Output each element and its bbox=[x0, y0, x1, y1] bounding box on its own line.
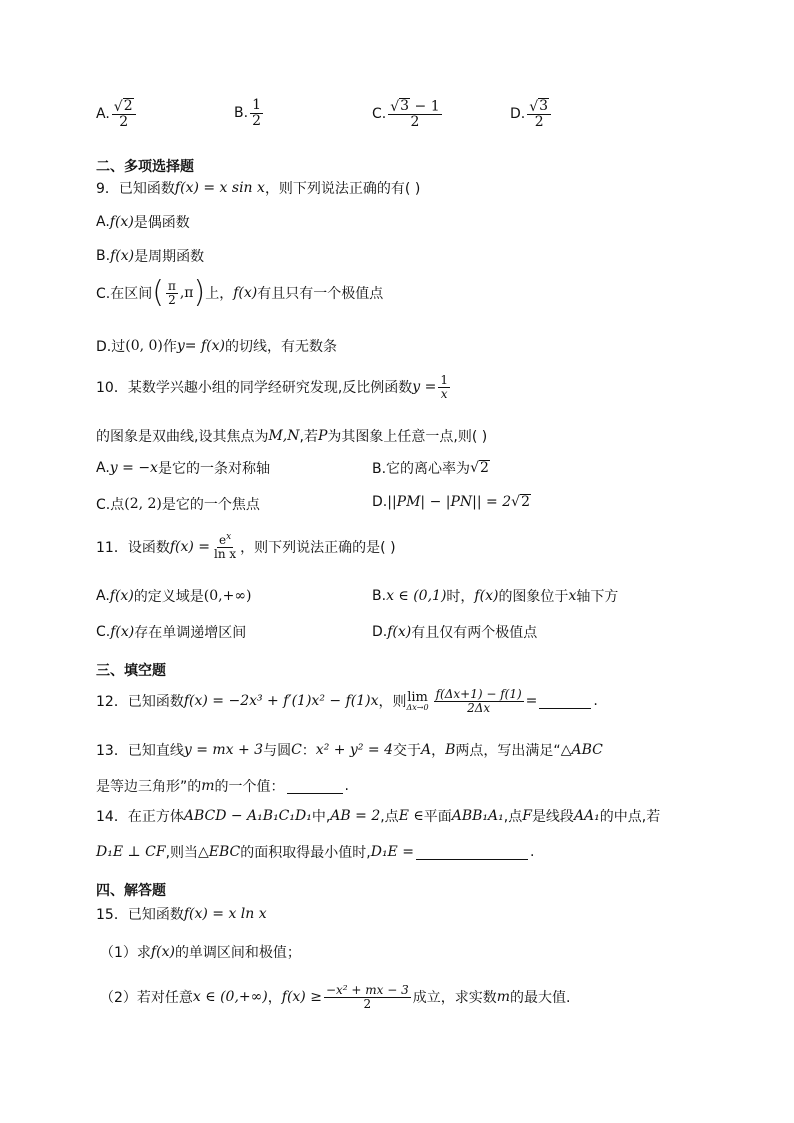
denominator: 2 bbox=[168, 292, 176, 307]
big-right-paren: ) bbox=[193, 275, 206, 310]
q10-option-c bbox=[96, 494, 260, 514]
period: . bbox=[529, 844, 535, 860]
radicand: 3 bbox=[400, 98, 410, 114]
math-expr: f(x) = bbox=[169, 539, 211, 556]
q10-lead: 10．某数学兴趣小组的同学经研究发现,反比例函数 bbox=[96, 380, 413, 397]
option-text: 有且仅有两个极值点 bbox=[411, 625, 538, 641]
option-text: 的切线，有无数条 bbox=[224, 339, 337, 355]
answer-blank[interactable] bbox=[416, 845, 528, 860]
option-text: 作 bbox=[162, 339, 177, 355]
radicand: 2 bbox=[479, 459, 489, 476]
option-text: 上， bbox=[205, 286, 234, 302]
text: ： bbox=[301, 743, 316, 759]
option-text: C.在区间 bbox=[96, 286, 153, 302]
math-expr: f(x) = x ln x bbox=[183, 906, 267, 922]
math-expr: C bbox=[291, 742, 302, 758]
equals-sign: = bbox=[525, 693, 538, 710]
option-text: C.点 bbox=[96, 497, 125, 513]
math-expr: f(x) = −2x³ + f′(1)x² − f(1)x bbox=[183, 693, 379, 710]
q10-option-a bbox=[96, 458, 270, 478]
math-expr: ABCD − A₁B₁C₁D₁ bbox=[183, 808, 312, 824]
math-expr: f(x) bbox=[233, 285, 258, 301]
q9-option-d bbox=[96, 336, 337, 356]
q11-option-b bbox=[372, 586, 618, 606]
period: . bbox=[344, 778, 349, 794]
numerator-tail: − 1 bbox=[410, 98, 440, 115]
denominator: 2 bbox=[363, 996, 372, 1011]
q11-stem bbox=[96, 534, 396, 560]
q10-stem-line2 bbox=[96, 426, 487, 446]
option-text: B.它的离心率为 bbox=[372, 461, 471, 477]
lim-word: lim bbox=[407, 689, 428, 705]
text: 是等边三角形”的 bbox=[96, 779, 202, 795]
fraction bbox=[212, 534, 238, 560]
option-text: 的图象位于 bbox=[498, 589, 569, 605]
q9-tail: ，则下列说法正确的有( ) bbox=[264, 181, 421, 197]
math-expr: y = bbox=[412, 379, 437, 396]
fraction bbox=[434, 688, 524, 714]
q9-option-a bbox=[96, 212, 190, 232]
text: 成立，求实数 bbox=[412, 990, 497, 1007]
q9-option-b bbox=[96, 246, 204, 266]
option-text: 时， bbox=[446, 589, 475, 605]
math-expr: y = mx + 3 bbox=[183, 742, 264, 758]
text: 的单调区间和极值； bbox=[174, 945, 301, 961]
q8-option-d bbox=[510, 98, 553, 130]
q11-option-d bbox=[372, 622, 537, 642]
q12-lead: 12．已知函数 bbox=[96, 694, 184, 711]
text: （1）求 bbox=[100, 945, 151, 961]
q10-option-b bbox=[372, 458, 490, 478]
q12-stem bbox=[96, 688, 598, 714]
option-text: D.过 bbox=[96, 339, 126, 355]
text: 为其图象上任意一点,则( ) bbox=[327, 429, 488, 445]
math-expr: y = −x bbox=[109, 460, 158, 476]
text: 是线段 bbox=[531, 809, 574, 825]
q15-stem bbox=[96, 904, 267, 924]
q13-lead: 13．已知直线 bbox=[96, 743, 184, 759]
option-text: 是偶函数 bbox=[133, 215, 190, 231]
q11-lead: 11．设函数 bbox=[96, 540, 170, 557]
q13-stem-line2 bbox=[96, 776, 349, 796]
option-text: 的定义域是 bbox=[133, 589, 204, 605]
q9-option-c bbox=[96, 275, 384, 310]
text: 与圆 bbox=[263, 743, 292, 759]
q14-stem-line2 bbox=[96, 842, 534, 862]
numerator: f(Δx+1) − f(1) bbox=[435, 687, 522, 701]
math-expr: f(x) bbox=[474, 588, 499, 604]
denominator: 2 bbox=[534, 114, 544, 131]
denominator: 2 bbox=[410, 114, 420, 131]
numerator: π bbox=[167, 278, 176, 293]
section-heading-solutions: 四、解答题 bbox=[96, 883, 166, 899]
lim-subscript: Δx→0 bbox=[406, 702, 429, 712]
text: 的图象是双曲线,设其焦点为 bbox=[96, 429, 269, 445]
q13-stem bbox=[96, 740, 603, 760]
fraction: √ 2 2 bbox=[112, 98, 136, 130]
text: ,点 bbox=[380, 809, 399, 825]
sqrt: √ 2 bbox=[511, 494, 530, 511]
text: 平面 bbox=[423, 809, 452, 825]
q10-option-d bbox=[372, 494, 531, 510]
radicand: 3 bbox=[539, 98, 549, 114]
math-expr: f(x) bbox=[110, 248, 135, 264]
option-text: 是周期函数 bbox=[134, 249, 205, 265]
option-label: B. bbox=[234, 105, 249, 122]
option-label: B. bbox=[96, 248, 111, 264]
math-expr: (0,+∞) bbox=[203, 588, 252, 604]
q15-lead: 15．已知函数 bbox=[96, 907, 184, 923]
math-expr: (0, 0) bbox=[125, 338, 163, 354]
option-text: 有且只有一个极值点 bbox=[257, 286, 384, 302]
text: 的中点,若 bbox=[599, 809, 661, 825]
q14-stem bbox=[96, 806, 660, 826]
denominator: 2 bbox=[252, 112, 261, 129]
interval-end: ,π bbox=[179, 285, 194, 301]
math-expr: f(x) bbox=[110, 624, 135, 640]
q11-option-a bbox=[96, 586, 251, 606]
text: ,则当 bbox=[165, 845, 199, 861]
math-expr: x ∈ (0,+∞) bbox=[192, 989, 268, 1006]
math-expr: m bbox=[496, 989, 511, 1006]
option-text: 是它的一个焦点 bbox=[161, 497, 260, 513]
math-expr: f(x) bbox=[150, 944, 175, 960]
exponent: x bbox=[226, 532, 232, 542]
q11-tail: ，则下列说法正确的是( ) bbox=[240, 540, 396, 557]
fraction bbox=[166, 280, 178, 306]
fraction bbox=[324, 984, 411, 1010]
math-expr: f(x) bbox=[387, 624, 412, 640]
math-expr: AA₁ bbox=[573, 808, 600, 824]
text: （2）若对任意 bbox=[100, 990, 193, 1007]
option-label: A. bbox=[96, 106, 110, 123]
section-heading-fill-in: 三、填空题 bbox=[96, 663, 166, 679]
option-label: D. bbox=[510, 106, 526, 123]
fraction bbox=[250, 98, 263, 128]
section-heading-multiple-choice: 二、多项选择题 bbox=[96, 159, 194, 175]
math-expr: f(x) bbox=[109, 588, 134, 604]
option-label: D. bbox=[372, 494, 388, 511]
denominator: ln x bbox=[214, 546, 237, 561]
text: 中, bbox=[311, 809, 331, 825]
option-text: 存在单调递增区间 bbox=[134, 625, 247, 641]
period: . bbox=[593, 693, 598, 710]
math-expr: E ∈ bbox=[398, 808, 424, 824]
q15-part1 bbox=[100, 942, 301, 962]
numerator: 1 bbox=[252, 97, 261, 113]
math-expr: ABB₁A₁ bbox=[451, 808, 504, 824]
numerator: 1 bbox=[440, 373, 448, 387]
math-expr: m bbox=[201, 778, 215, 794]
math-expr: D₁E ⊥ CF bbox=[96, 844, 166, 860]
text: 的一个值： bbox=[214, 779, 285, 795]
math-expr: B bbox=[445, 742, 456, 758]
option-label: A. bbox=[96, 214, 110, 230]
math-expr: ||PM| − |PN|| = 2 bbox=[387, 494, 512, 511]
math-expr: M,N bbox=[268, 428, 300, 444]
radicand: 2 bbox=[521, 494, 530, 510]
fraction: √ 3 − 1 2 bbox=[390, 98, 440, 131]
radicand: 2 bbox=[123, 98, 133, 114]
text: ,若 bbox=[299, 429, 318, 445]
option-text: 轴下方 bbox=[576, 589, 619, 605]
math-expr: D₁E = bbox=[370, 844, 414, 860]
fraction bbox=[438, 374, 450, 400]
big-left-paren: ( bbox=[152, 275, 164, 310]
math-expr: A bbox=[421, 742, 432, 758]
answer-blank[interactable] bbox=[539, 694, 591, 709]
sqrt: √ 2 bbox=[470, 459, 489, 477]
option-text: 是它的一条对称轴 bbox=[157, 461, 270, 477]
text: ， bbox=[431, 743, 446, 759]
math-expr: x bbox=[568, 588, 577, 604]
q8-option-a bbox=[96, 98, 138, 130]
option-label: C. bbox=[96, 624, 111, 640]
math-expr: △ABC bbox=[560, 742, 603, 758]
denominator: x bbox=[440, 386, 448, 401]
option-label: C. bbox=[372, 106, 387, 123]
math-expr: F bbox=[522, 808, 532, 824]
q9-lead: 9．已知函数 bbox=[96, 181, 175, 197]
math-expr: y= f(x) bbox=[176, 338, 225, 354]
denominator: 2Δx bbox=[467, 700, 491, 715]
numerator: −x² + mx − 3 bbox=[325, 983, 409, 997]
math-expr: x² + y² = 4 bbox=[315, 742, 393, 758]
math-expr: AB = 2 bbox=[330, 808, 381, 824]
limit bbox=[406, 691, 428, 712]
option-label: A. bbox=[96, 460, 110, 476]
math-expr: (2, 2) bbox=[124, 496, 162, 512]
q9-stem bbox=[96, 178, 420, 198]
text: 的最大值. bbox=[510, 990, 571, 1007]
answer-blank[interactable] bbox=[287, 779, 343, 794]
fraction: √ 3 2 bbox=[527, 98, 551, 130]
q9-expr: f(x) = x sin x bbox=[174, 180, 265, 196]
math-expr: f(x) bbox=[109, 214, 134, 230]
q14-lead: 14．在正方体 bbox=[96, 809, 184, 825]
q10-stem bbox=[96, 374, 452, 400]
math-expr: △EBC bbox=[198, 844, 241, 860]
option-label: A. bbox=[96, 588, 110, 604]
text: 两点，写出满足“ bbox=[455, 743, 561, 759]
text: ， bbox=[267, 990, 282, 1007]
option-label: D. bbox=[372, 624, 388, 640]
text: 的面积取得最小值时, bbox=[240, 845, 371, 861]
option-label: B. bbox=[372, 588, 387, 604]
q15-part2 bbox=[100, 984, 570, 1010]
math-expr: x ∈ (0,1) bbox=[386, 588, 447, 604]
text: 交于 bbox=[393, 743, 421, 759]
q8-option-b bbox=[234, 98, 265, 128]
text: ，则 bbox=[378, 694, 407, 711]
q11-option-c bbox=[96, 622, 246, 642]
numerator: e bbox=[219, 533, 227, 547]
math-expr: f(x) ≥ bbox=[281, 989, 322, 1006]
math-expr: P bbox=[317, 428, 328, 444]
text: ,点 bbox=[503, 809, 523, 825]
denominator: 2 bbox=[119, 114, 129, 131]
q8-option-c bbox=[372, 98, 444, 130]
